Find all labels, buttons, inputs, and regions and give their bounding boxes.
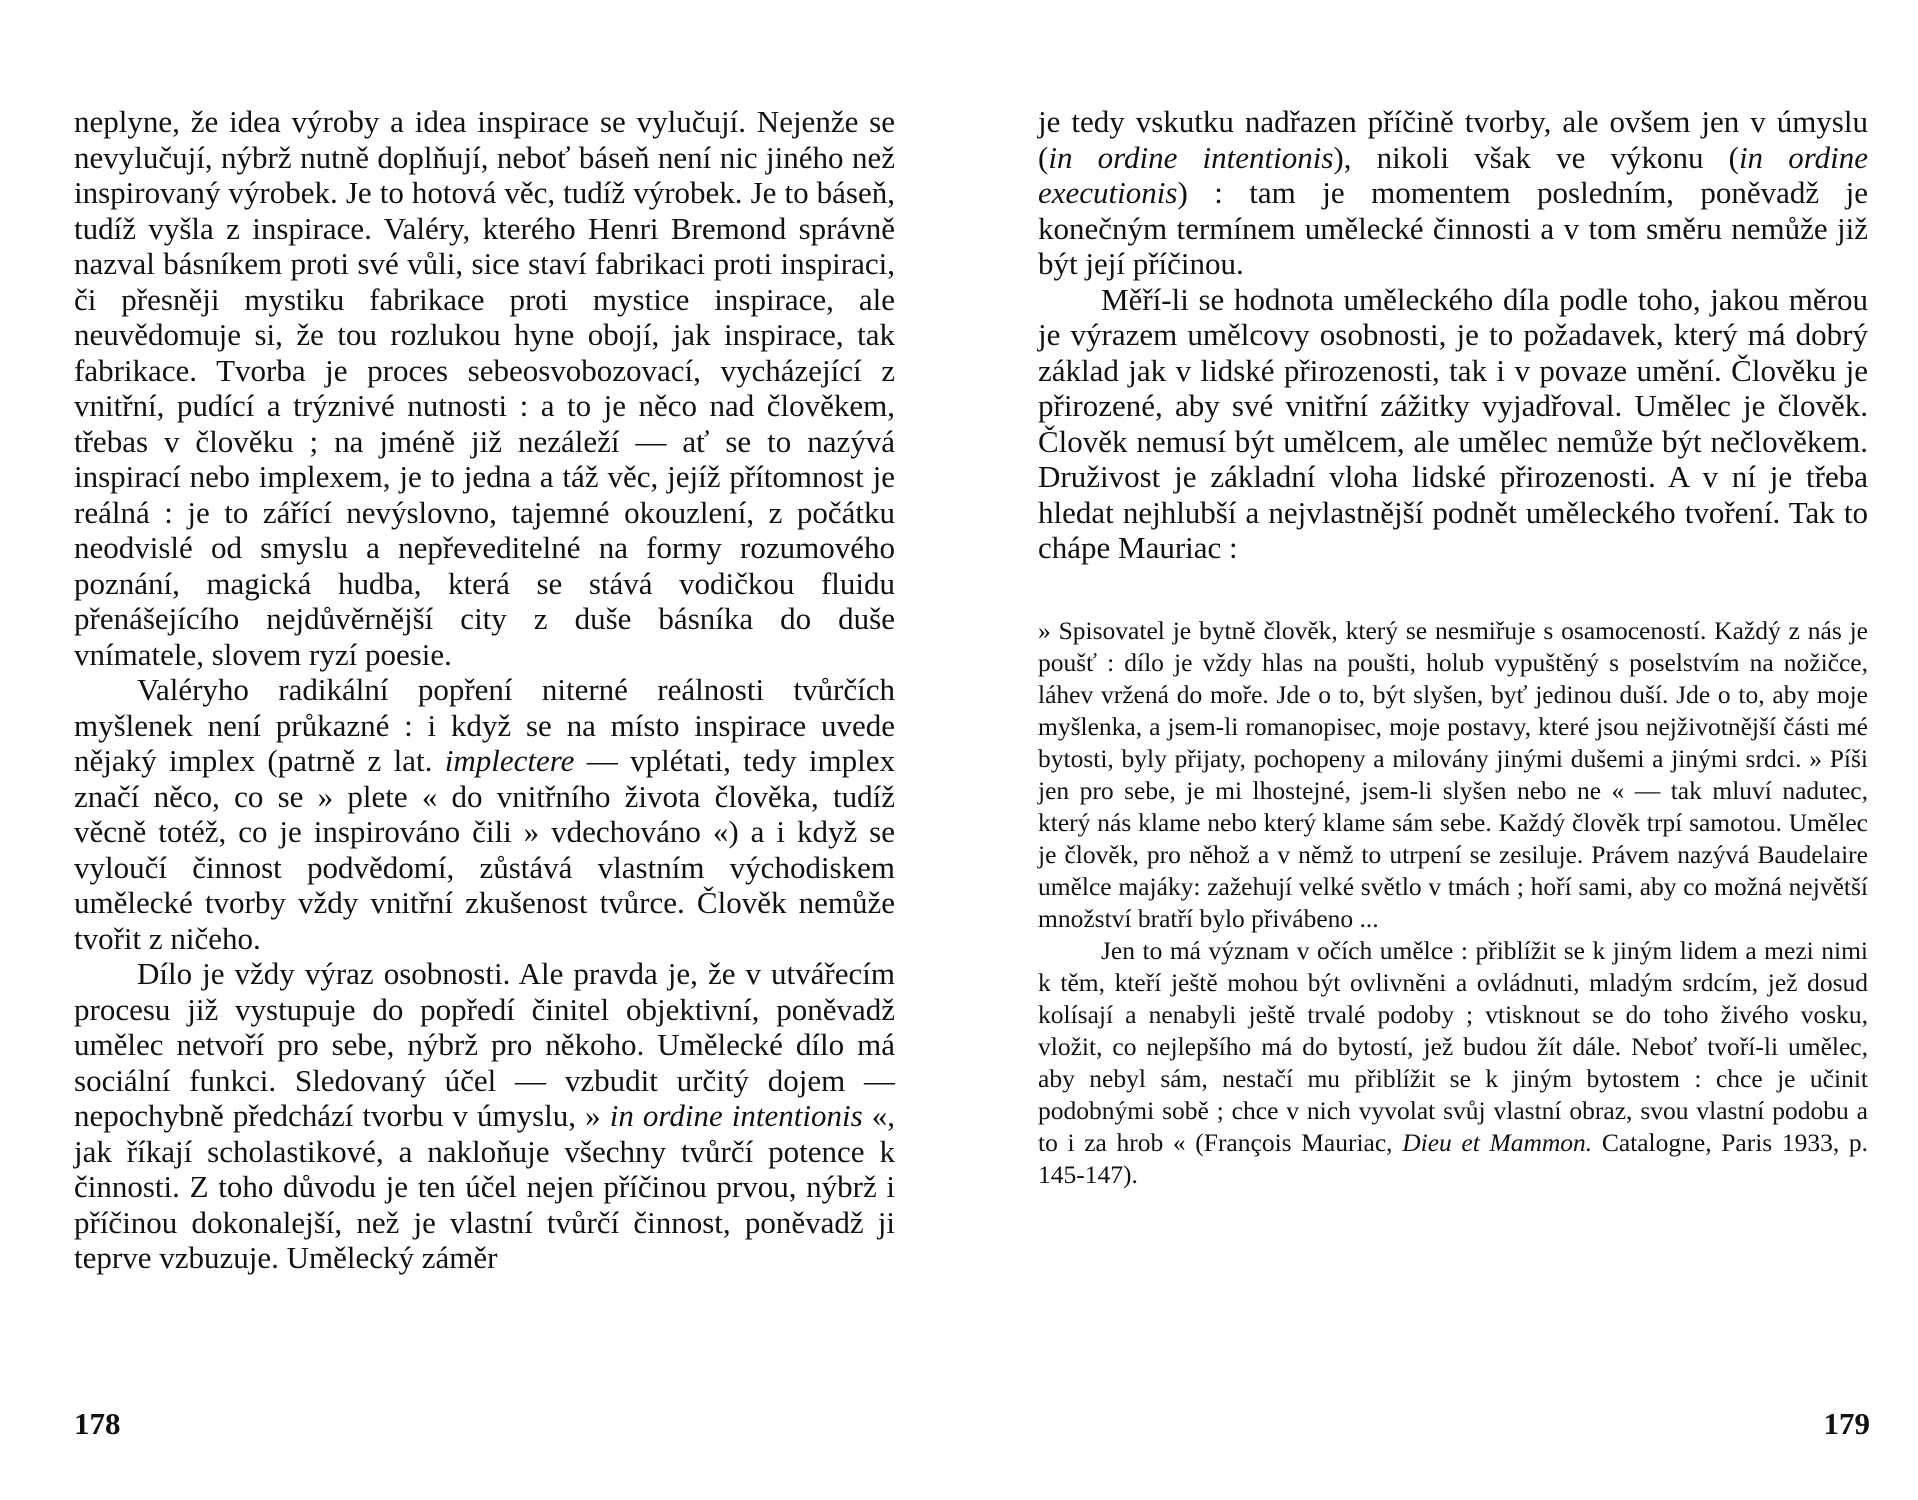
- italic-text: Dieu et Mammon.: [1402, 1128, 1593, 1157]
- text-run: je tedy vskutku nadřazen příčině tvorby, ale ovšem jen v úmyslu (: [1038, 104, 1868, 175]
- text-run: Valéryho radikální popření niterné reálnosti tvůrčích myšlenek není průkazné : i když se na místo inspirace uvede nějaký implex (patrně z lat.: [74, 672, 895, 778]
- text-run: Jen to má význam v očích umělce : přiblížit se k jiným lidem a mezi nimi k těm, kteří ještě mohou být ovlivněni a ovládnuti, mladým srdcím, jež dosud kolísají a nenabyli ještě trvalé podoby ; vtisknout se do toho živého vosku, vložit, co nejlepšího má do bytostí, jež budou žít dále. Neboť tvoří-li umělec, aby nebyl sám, nestačí mu přiblížit se k jiným bytostem : chce je učinit podobnými sobě ; chce v nich vyvolat svůj vlastní obraz, svou vlastní podobu a to i za hrob « (François Mauriac,: [1038, 936, 1868, 1157]
- paragraph: [1038, 282, 1868, 566]
- text-run: Catalogne, Paris 1933, p. 145-147).: [1038, 1128, 1869, 1189]
- paragraph: [1038, 935, 1868, 1191]
- italic-text: in ordine intentionis: [609, 1098, 863, 1133]
- left-page-body: [74, 104, 895, 1276]
- right-page-body: [1038, 104, 1868, 566]
- text-run: Měří-li se hodnota uměleckého díla podle toho, jakou měrou je výrazem umělcovy osobnosti, je to požadavek, který má dobrý základ jak v lidské přirozenosti, tak i v povaze umění. Člověku je přirozené, aby své vnitřní zážitky vyjadřoval. Umělec je člověk. Člověk nemusí být umělcem, ale umělec nemůže být nečlověkem. Druživost je základní vloha lidské přirozenosti. A v ní je třeba hledat nejhlubší a nejvlastnější podnět uměleckého tvoření. Tak to chápe Mauriac :: [1038, 281, 1868, 565]
- right-page-number: 179: [1823, 1406, 1870, 1441]
- text-run: neplyne, že idea výroby a idea inspirace se vylučují. Nejenže se nevylučují, nýbrž nutně doplňují, neboť báseň není nic jiného než inspirovaný výrobek. Je to hotová věc, tudíž výrobek. Je to báseň, tudíž vyšla z inspirace. Valéry, kterého Henri Bremond správně nazval básníkem proti své vůli, sice staví fabrikaci proti inspiraci, či přesněji mystiku fabrikace proti mystice inspirace, ale neuvědomuje si, že tou rozlukou hyne obojí, jak inspirace, tak fabrikace. Tvorba je proces sebeosvobozovací, vycházející z vnitřní, pudící a trýznivé nutnosti : a to je něco nad člověkem, třebas v člověku ; na jméně již nezáleží — ať se to nazývá inspirací nebo implexem, je to jedna a táž věc, jejíž přítomnost je reálná : je to zářící nevýslovno, tajemné okouzlení, z počátku neodvislé od smyslu a nepřeveditelné na formy rozumového poznání, magická hudba, která se stává vodičkou fluidu přenášejícího nejdůvěrnější city z duše básníka do duše vnímatele, slovem ryzí poesie.: [74, 104, 895, 672]
- paragraph: [1038, 104, 1868, 282]
- text-run: Dílo je vždy výraz osobnosti. Ale pravda je, že v utvářecím procesu již vystupuje do popředí činitel objektivní, poněvadž umělec netvoří pro sebe, nýbrž pro někoho. Umělecké dílo má sociální funkci. Sledovaný účel — vzbudit určitý dojem — nepochybně předchází tvorbu v úmyslu, »: [74, 956, 895, 1133]
- italic-text: implectere: [444, 743, 575, 778]
- right-page: [959, 0, 1918, 1500]
- text-run: » Spisovatel je bytně člověk, který se nesmiřuje s osamoceností. Každý z nás je poušť : dílo je vždy hlas na poušti, holub vypuštěný s poselstvím na nožičce, láhev vržená do moře. Jde o to, být slyšen, byť jedinou duší. Jde o to, aby moje myšlenka, a jsem-li romanopisec, moje postavy, které jsou nejživotnější části mé bytosti, byly přijaty, pochopeny a milovány jinými dušemi a jinými srdci. » Píši jen pro sebe, je mi lhostejné, jsem-li slyšen nebo ne « — tak mluví nadutec, který nás klame nebo který klame sám sebe. Každý člověk trpí samotou. Umělec je člověk, pro něhož a v němž to utrpení se zesiluje. Právem nazývá Baudelaire umělce majáky: zažehují velké světlo v tmách ; hoří sami, aby co možná největší množství bratří bylo přivábeno ...: [1038, 616, 1868, 933]
- text-run: ) : tam je momentem posledním, poněvadž je konečným termínem umělecké činnosti a v tom směru nemůže již být její příčinou.: [1038, 175, 1868, 281]
- text-run: — vplétati, tedy implex značí něco, co se » plete « do vnitřního života člověka, tudíž věcně totéž, co je inspirováno čili » vdechováno «) a i když se vyloučí činnost podvědomí, zůstává vlastním východiskem umělecké tvorby vždy vnitřní zkušenost tvůrce. Člověk nemůže tvořit z ničeho.: [74, 743, 895, 956]
- paragraph: [74, 104, 895, 672]
- paragraph: [74, 672, 895, 956]
- italic-text: in ordine intentionis: [1048, 139, 1334, 175]
- paragraph: [74, 956, 895, 1276]
- text-run: «, jak říkají scholastikové, a nakloňuje všechny tvůrčí potence k činnosti. Z toho důvodu je ten účel nejen příčinou prvou, nýbrž i příčinou dokonalejší, než je vlastní tvůrčí činnost, poněvadž ji teprve vzbuzuje. Umělecký záměr: [74, 1098, 896, 1275]
- left-page-number: 178: [74, 1406, 121, 1441]
- italic-text: in ordine executionis: [1038, 139, 1868, 210]
- text-run: ), nikoli však ve výkonu (: [1333, 139, 1739, 175]
- paragraph: [1038, 615, 1868, 935]
- mauriac-quotation: [1038, 615, 1868, 1191]
